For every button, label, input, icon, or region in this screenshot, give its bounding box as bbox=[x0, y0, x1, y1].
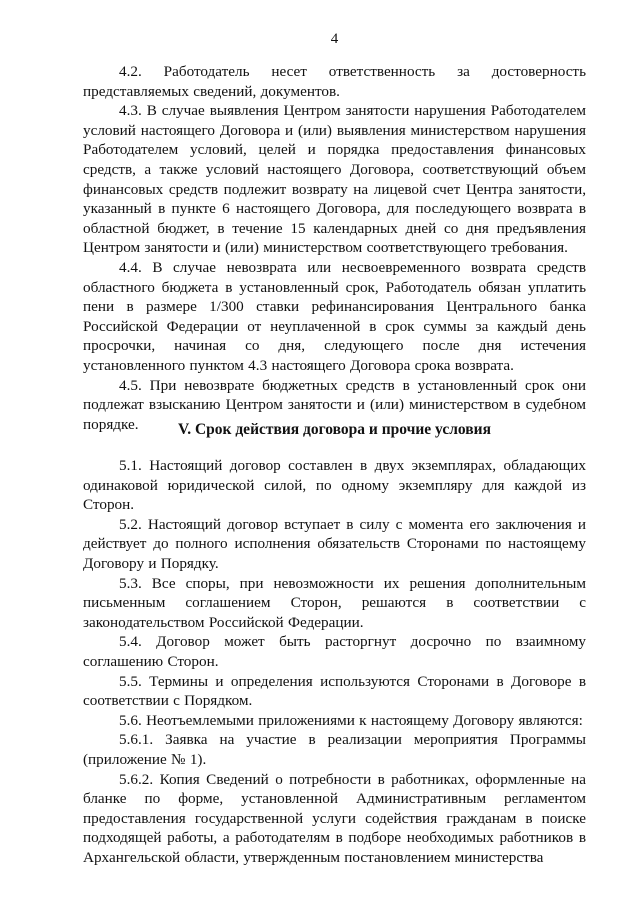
paragraph-5-3: 5.3. Все споры, при невозможности их решения дополнительным письменным соглашением Сторон, решаются в соответствии с законодательством Российской Федерации. bbox=[83, 574, 586, 631]
section-5-heading: V. Срок действия договора и прочие условия bbox=[178, 421, 491, 438]
section-4-paragraphs bbox=[83, 62, 586, 434]
paragraph-4-5: 4.5. При невозврате бюджетных средств в установленный срок они подлежат взысканию Центром занятости и (или) министерством в судебном порядке. bbox=[83, 376, 586, 433]
paragraph-5-4: 5.4. Договор может быть расторгнут досрочно по взаимному соглашению Сторон. bbox=[83, 633, 586, 670]
paragraph-4-2: 4.2. Работодатель несет ответственность за достоверность представляемых сведений, документов. bbox=[83, 63, 586, 100]
document-page bbox=[83, 0, 586, 905]
paragraph-5-6-1: 5.6.1. Заявка на участие в реализации мероприятия Программы (приложение № 1). bbox=[83, 731, 586, 768]
paragraph-5-6: 5.6. Неотъемлемыми приложениями к настоящему Договору являются: bbox=[119, 711, 583, 729]
paragraph-5-2: 5.2. Настоящий договор вступает в силу с момента его заключения и действует до полного исполнения обязательств Сторонами по настоящему Договору и Порядку. bbox=[83, 515, 586, 572]
paragraph-5-1: 5.1. Настоящий договор составлен в двух экземплярах, обладающих одинаковой юридической силой, по одному экземпляру для каждой из Сторон. bbox=[83, 457, 586, 514]
paragraph-4-4: 4.4. В случае невозврата или несвоевременного возврата средств областного бюджета в установленный срок, Работодатель обязан уплатить пени в размере 1/300 ставки рефинансирования Центрального банка Российской Федерации от неуплаченной в срок суммы за каждый день просрочки, начиная со дня, следующего после дня истечения установленного пунктом 4.3 настоящего Договора срока возврата. bbox=[83, 258, 586, 374]
paragraph-5-5: 5.5. Термины и определения используются Сторонами в Договоре в соответствии с Порядком. bbox=[83, 672, 586, 710]
page-number: 4 bbox=[330, 31, 339, 47]
section-5-paragraphs bbox=[83, 456, 586, 867]
paragraph-4-3: 4.3. В случае выявления Центром занятости нарушения Работодателем условий настоящего Договора и (или) выявления министерством нарушения Работодателем условий, целей и порядка предоставления финансовых средств, а также условий настоящего Договора, соответствующий объем финансовых средств подлежит возврату на лицевой счет Центра занятости, указанный в пункте 6 настоящего Договора, для последующего возврата в областной бюджет, в течение 15 календарных дней со дня предъявления Центром занятости и (или) министерством соответствующего требования. bbox=[83, 102, 586, 257]
paragraph-5-6-2: 5.6.2. Копия Сведений о потребности в работниках, оформленные на бланке по форме, установленной Административным регламентом предоставления государственной услуги содействия гражданам в поиске подходящей работы, а работодателям в подборе необходимых работников в Архангельской области, утвержденным постановлением министерства bbox=[83, 770, 586, 866]
